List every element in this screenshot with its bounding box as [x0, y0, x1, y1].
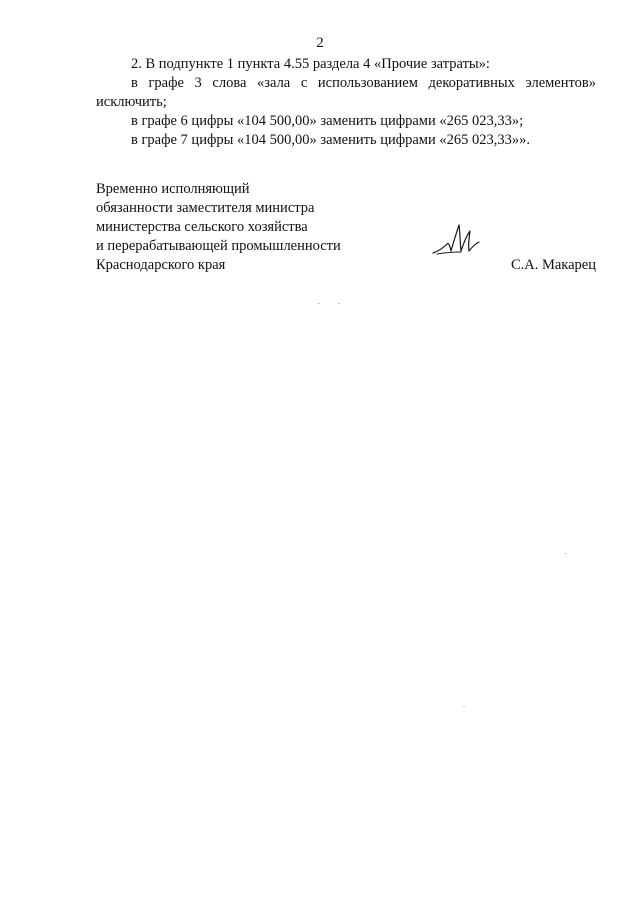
scan-speck — [338, 303, 340, 304]
signer-title-line-3: министерства сельского хозяйства — [96, 219, 308, 235]
amendment-line-2-word: слова — [212, 75, 247, 91]
amendment-line-1: 2. В подпункте 1 пункта 4.55 раздела 4 «Прочие затраты»: — [131, 56, 490, 72]
amendment-line-2-word: с — [300, 75, 308, 91]
amendment-line-2-word: элементов» — [525, 75, 596, 91]
amendment-paragraph — [96, 55, 596, 150]
signer-title-line-4: и перерабатывающей промышленности — [96, 238, 341, 254]
signer-title-line-5: Краснодарского края — [96, 257, 226, 273]
amendment-line-3: исключить; — [96, 94, 167, 110]
signer-title-line-1: Временно исполняющий — [96, 181, 250, 197]
scan-speck — [463, 706, 465, 707]
signer-title-line-2: обязанности заместителя министра — [96, 200, 315, 216]
amendment-line-2-word: в — [131, 75, 138, 91]
amendment-line-2-word: графе — [148, 75, 184, 91]
scan-speck — [565, 553, 567, 554]
amendment-line-2-word: использованием — [317, 75, 418, 91]
amendment-line-2-word: 3 — [194, 75, 202, 91]
amendment-line-4: в графе 6 цифры «104 500,00» заменить цифрами «265 023,33»; — [131, 113, 524, 129]
handwritten-signature — [431, 220, 481, 260]
amendment-line-5: в графе 7 цифры «104 500,00» заменить цифрами «265 023,33»». — [131, 132, 530, 148]
scan-speck — [318, 303, 320, 304]
amendment-line-2 — [96, 74, 596, 93]
signer-name: С.А. Макарец — [510, 257, 596, 273]
signature-block — [96, 180, 596, 275]
amendment-line-2-word: «зала — [257, 75, 291, 91]
page-number: 2 — [316, 35, 324, 51]
amendment-line-2-word: декоративных — [428, 75, 515, 91]
